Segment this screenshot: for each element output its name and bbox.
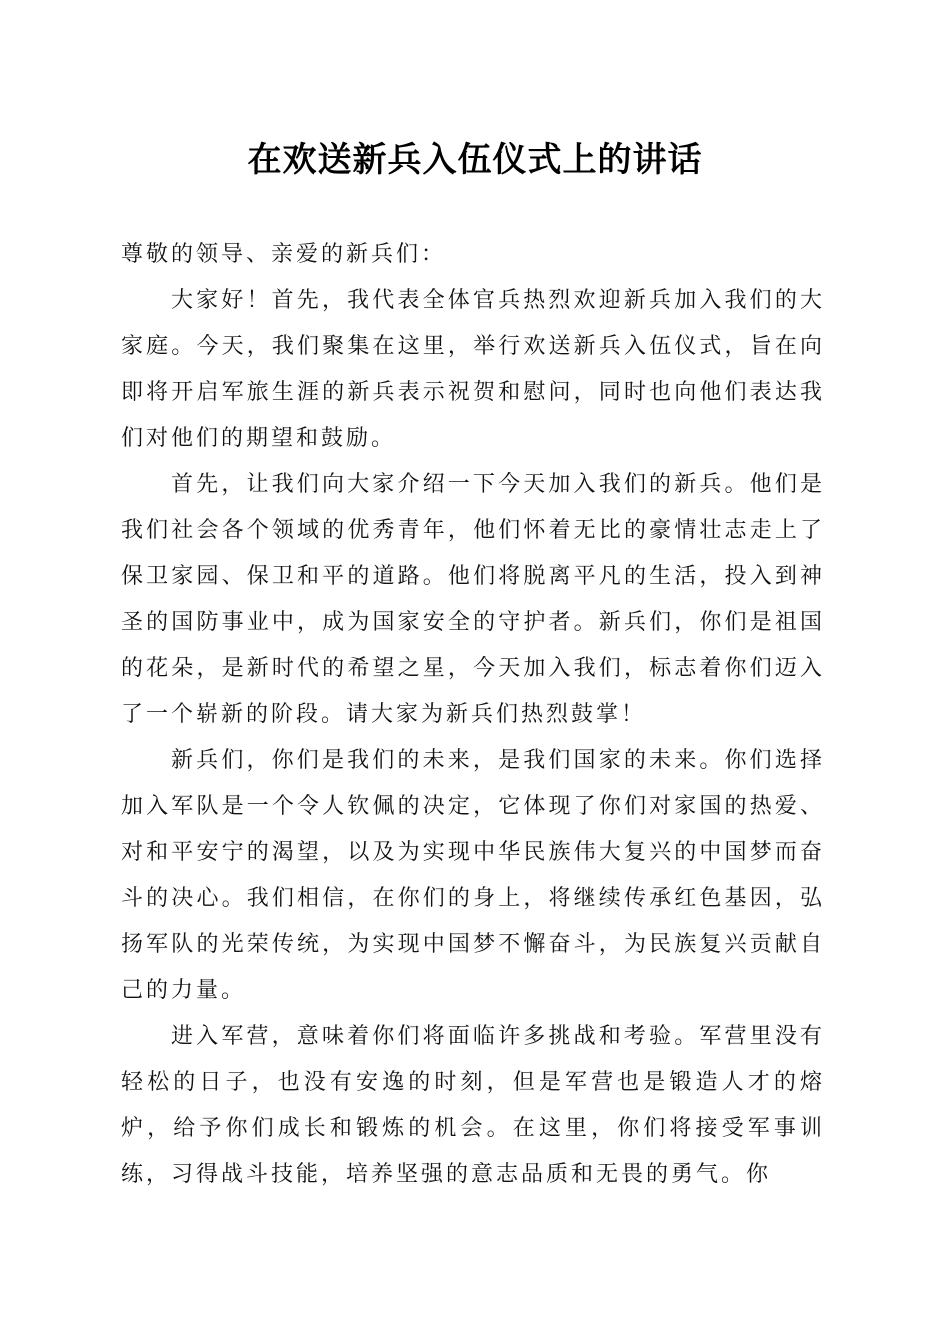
document-title: 在欢送新兵入伍仪式上的讲话 — [247, 140, 703, 180]
paragraph-3: 新兵们，你们是我们的未来，是我们国家的未来。你们选择加入军队是一个令人钦佩的决定，它体现了你们对家国的热爱、对和平安宁的渴望，以及为实现中华民族伟大复兴的中国梦而奋斗的决心。我们相信，在你们的身上，将继续传承红色基因，弘扬军队的光荣传统，为实现中国梦不懈奋斗，为民族复兴贡献自己的力量。 — [121, 748, 825, 1003]
salutation: 尊敬的领导、亲爱的新兵们： — [121, 242, 447, 267]
paragraph-1: 大家好！首先，我代表全体官兵热烈欢迎新兵加入我们的大家庭。今天，我们聚集在这里，举行欢送新兵入伍仪式，旨在向即将开启军旅生涯的新兵表示祝贺和慰问，同时也向他们表达我们对他们的期望和鼓励。 — [121, 288, 825, 451]
paragraph-4: 进入军营，意味着你们将面临许多挑战和考验。军营里没有轻松的日子，也没有安逸的时刻，但是军营也是锻造人才的熔炉，给予你们成长和锻炼的机会。在这里，你们将接受军事训练，习得战斗技能，培养坚强的意志品质和无畏的勇气。你 — [121, 1024, 825, 1187]
paragraph-2: 首先，让我们向大家介绍一下今天加入我们的新兵。他们是我们社会各个领域的优秀青年，他们怀着无比的豪情壮志走上了保卫家园、保卫和平的道路。他们将脱离平凡的生活，投入到神圣的国防事业中，成为国家安全的守护者。新兵们，你们是祖国的花朵，是新时代的希望之星，今天加入我们，标志着你们迈入了一个崭新的阶段。请大家为新兵们热烈鼓掌！ — [121, 472, 825, 727]
document-body — [121, 232, 825, 1198]
